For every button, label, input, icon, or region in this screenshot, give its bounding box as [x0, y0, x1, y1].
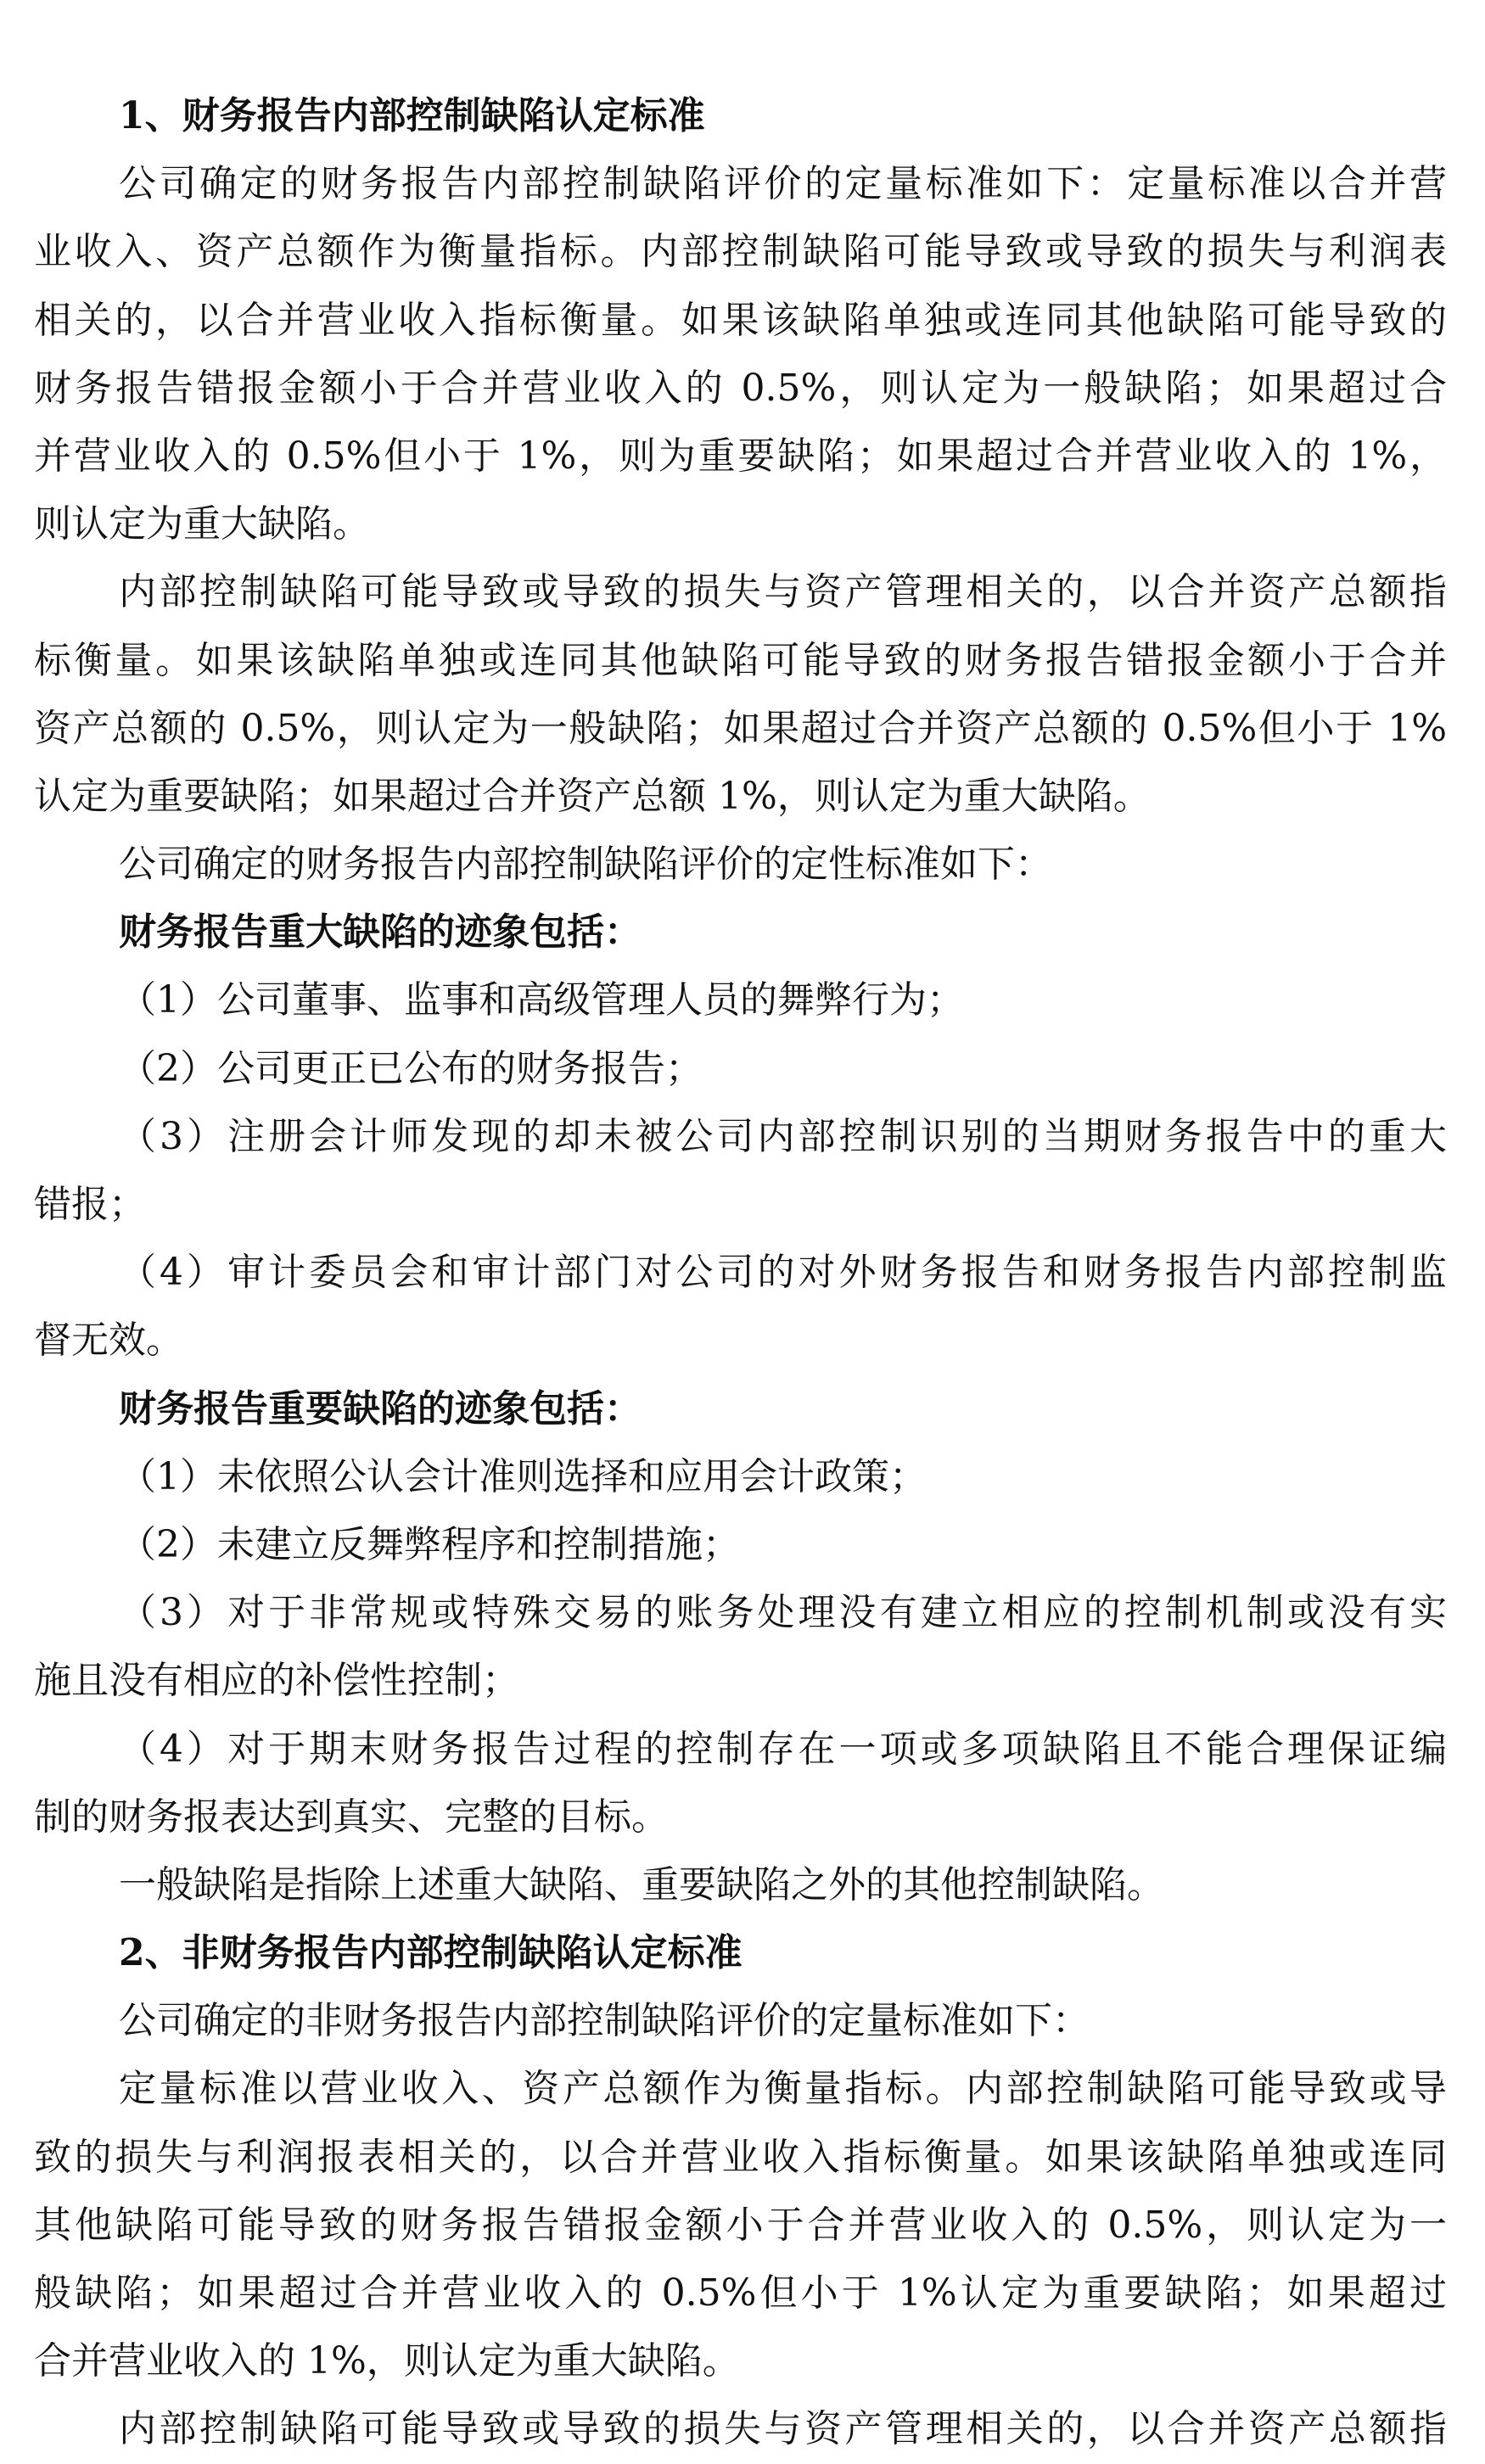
text-line: 其他缺陷可能导致的财务报告错报金额小于合并营业收入的 0.5%，则认定为一: [34, 2203, 1447, 2247]
text-line: 制的财务报表达到真实、完整的目标。: [34, 1795, 669, 1839]
section-heading: 2、非财务报告内部控制缺陷认定标准: [119, 1931, 742, 1975]
text-line: 致的损失与利润报表相关的，以合并营业收入指标衡量。如果该缺陷单独或连同: [34, 2135, 1447, 2179]
document-page: [34, 82, 1447, 2464]
text-line: 施且没有相应的补偿性控制；: [34, 1659, 519, 1703]
text-line: 则认定为重大缺陷。: [34, 502, 370, 546]
text-line: 督无效。: [34, 1319, 183, 1363]
text-line: 标衡量。如果该缺陷单独或连同其他缺陷可能导致的财务报告错报金额小于合并: [34, 638, 1447, 682]
text-line: 资产总额的 0.5%，则认定为一般缺陷；如果超过合并资产总额的 0.5%但小于 1%: [34, 706, 1447, 750]
text-line: （4）对于期末财务报告过程的控制存在一项或多项缺陷且不能合理保证编: [119, 1727, 1447, 1771]
text-line: 公司确定的财务报告内部控制缺陷评价的定性标准如下：: [119, 843, 1052, 887]
text-line: （2）未建立反舞弊程序和控制措施；: [119, 1522, 740, 1566]
text-line: （3）注册会计师发现的却未被公司内部控制识别的当期财务报告中的重大: [119, 1114, 1447, 1158]
text-line: 合并营业收入的 1%，则认定为重大缺陷。: [34, 2339, 740, 2383]
text-line: 财务报告错报金额小于合并营业收入的 0.5%，则认定为一般缺陷；如果超过合: [34, 366, 1447, 410]
text-line: 般缺陷；如果超过合并营业收入的 0.5%但小于 1%认定为重要缺陷；如果超过: [34, 2271, 1447, 2315]
section-heading: 财务报告重要缺陷的迹象包括：: [119, 1386, 642, 1431]
text-line: 定量标准以营业收入、资产总额作为衡量指标。内部控制缺陷可能导致或导: [119, 2067, 1447, 2111]
text-line: （1）公司董事、监事和高级管理人员的舞弊行为；: [119, 978, 964, 1022]
text-line: 业收入、资产总额作为衡量指标。内部控制缺陷可能导致或导致的损失与利润表: [34, 230, 1447, 274]
section-heading: 1、财务报告内部控制缺陷认定标准: [119, 94, 705, 137]
section-heading: 财务报告重大缺陷的迹象包括：: [119, 910, 642, 955]
text-line: （2）公司更正已公布的财务报告；: [119, 1046, 703, 1090]
text-line: 公司确定的非财务报告内部控制缺陷评价的定量标准如下：: [119, 1999, 1090, 2043]
text-line: 一般缺陷是指除上述重大缺陷、重要缺陷之外的其他控制缺陷。: [119, 1862, 1164, 1907]
text-line: 内部控制缺陷可能导致或导致的损失与资产管理相关的，以合并资产总额指: [119, 570, 1447, 614]
text-line: 错报；: [34, 1183, 146, 1226]
text-line: 并营业收入的 0.5%但小于 1%，则为重要缺陷；如果超过合并营业收入的 1%，: [34, 434, 1447, 478]
text-line: 相关的，以合并营业收入指标衡量。如果该缺陷单独或连同其他缺陷可能导致的: [34, 298, 1447, 342]
text-line: （1）未依照公认会计准则选择和应用会计政策；: [119, 1454, 927, 1498]
text-line: 公司确定的财务报告内部控制缺陷评价的定量标准如下：定量标准以合并营: [119, 162, 1447, 206]
text-line: 内部控制缺陷可能导致或导致的损失与资产管理相关的，以合并资产总额指: [119, 2407, 1447, 2451]
text-line: （4）审计委员会和审计部门对公司的对外财务报告和财务报告内部控制监: [119, 1251, 1447, 1295]
text-line: （3）对于非常规或特殊交易的账务处理没有建立相应的控制机制或没有实: [119, 1591, 1447, 1635]
text-line: 认定为重要缺陷；如果超过合并资产总额 1%，则认定为重大缺陷。: [34, 774, 1151, 818]
